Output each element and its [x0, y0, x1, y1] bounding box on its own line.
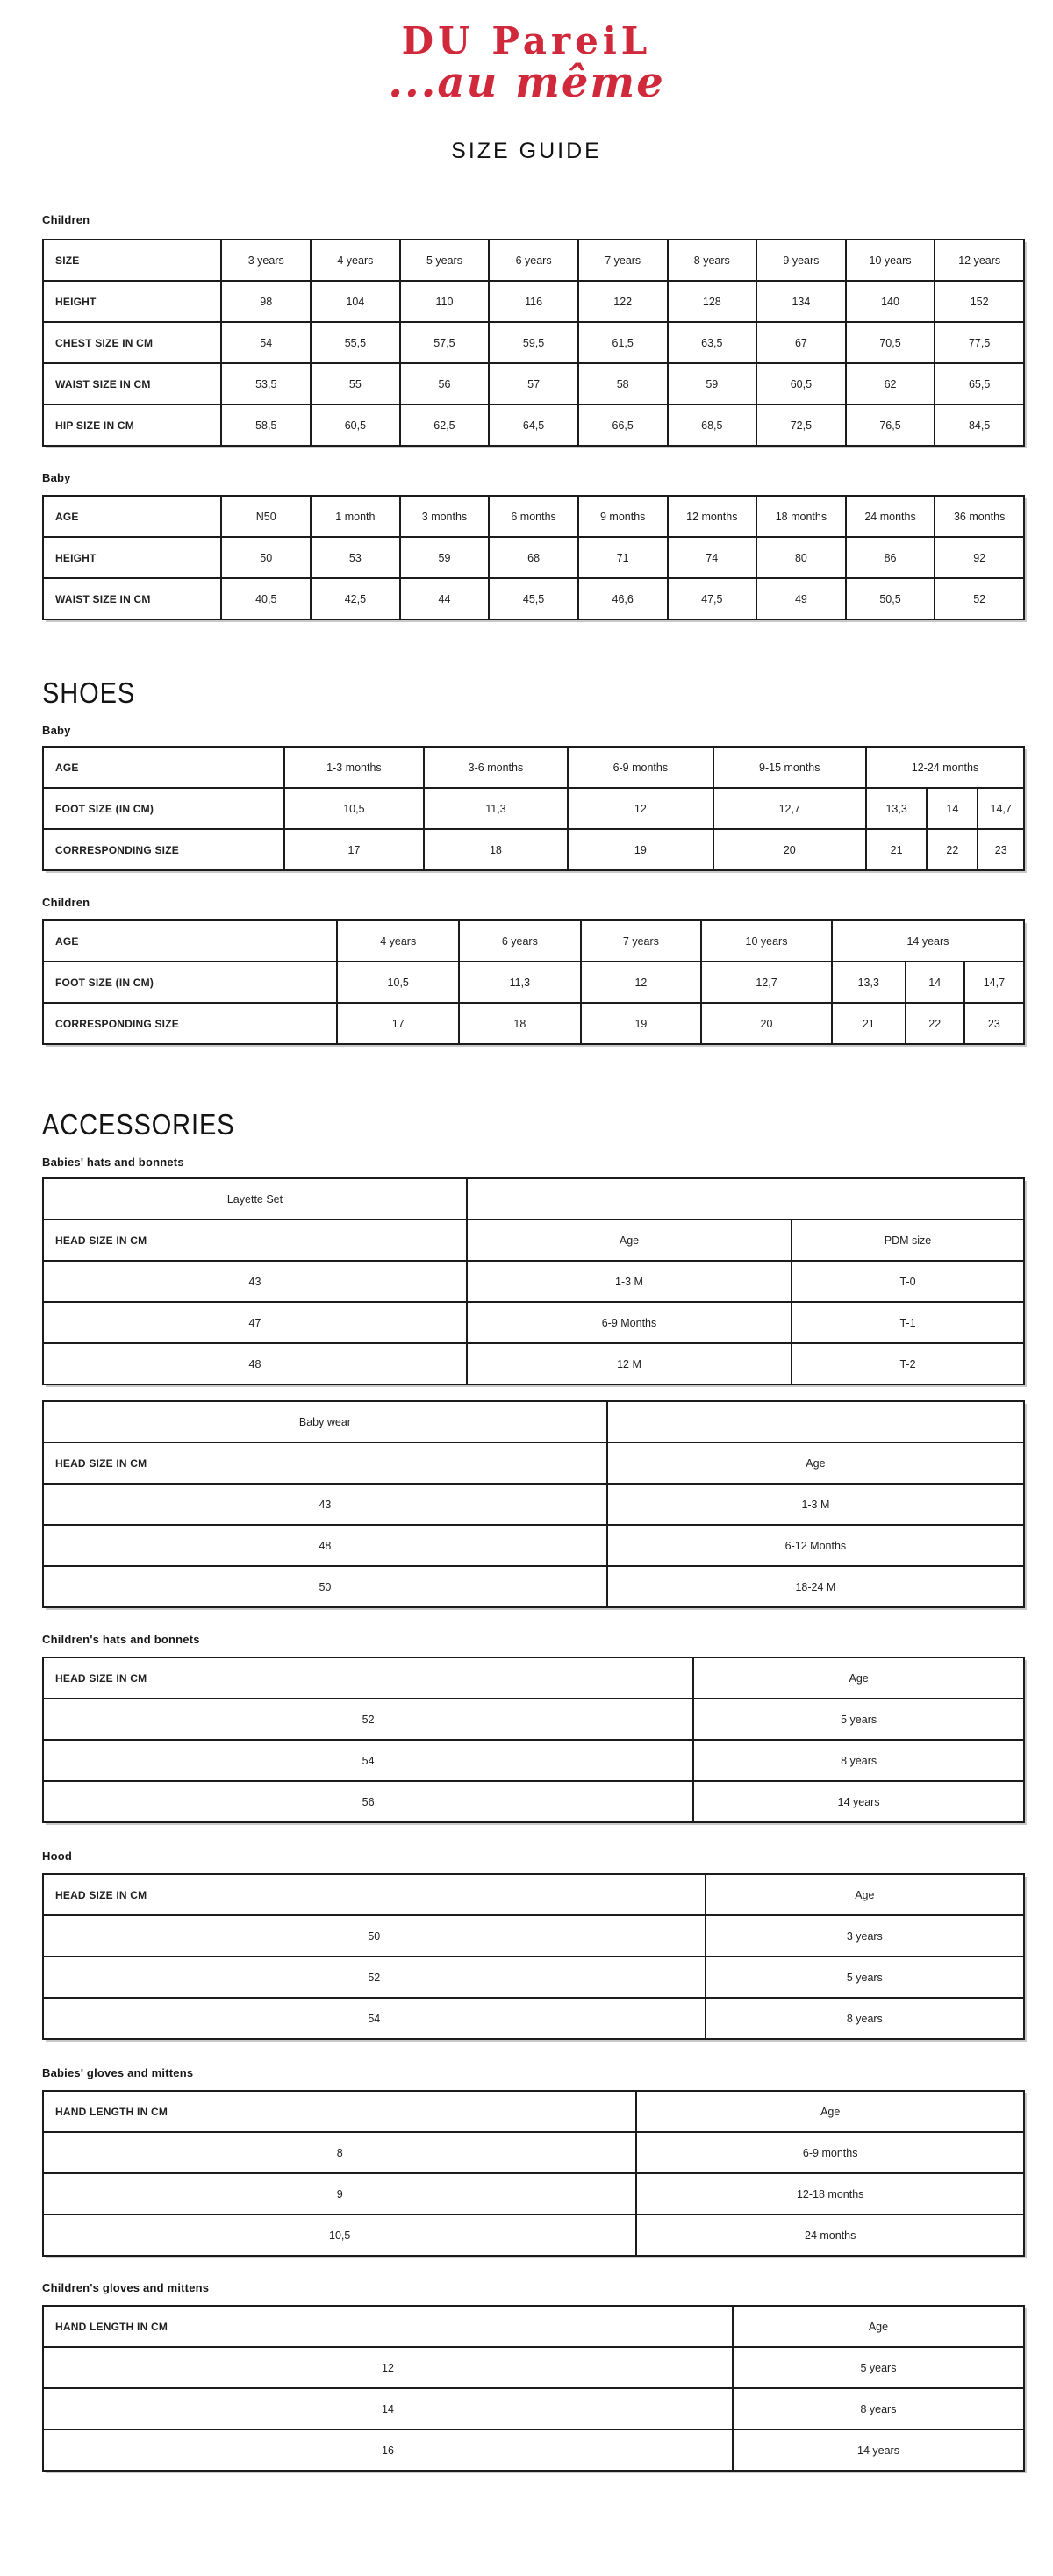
label-hood: Hood	[42, 1850, 73, 1863]
table-row	[43, 1343, 1024, 1385]
value-cell: 122	[578, 281, 668, 322]
value-cell: 3 years	[221, 240, 311, 281]
label-children-hats: Children's hats and bonnets	[42, 1633, 200, 1646]
value-cell: 6-12 Months	[607, 1525, 1024, 1566]
value-cell: 56	[400, 363, 490, 404]
value-cell: 12,7	[713, 788, 866, 829]
value-cell: 24 months	[636, 2215, 1024, 2256]
value-cell: 77,5	[935, 322, 1024, 363]
value-cell: 60,5	[311, 404, 400, 446]
row-header-cell: FOOT SIZE (IN CM)	[43, 962, 337, 1003]
value-cell: 11,3	[424, 788, 568, 829]
children-sizes-table	[42, 239, 1025, 447]
value-cell: 18 months	[756, 496, 846, 537]
value-cell: 128	[668, 281, 757, 322]
value-cell: 65,5	[935, 363, 1024, 404]
value-cell: Age	[467, 1220, 792, 1261]
value-cell: PDM size	[792, 1220, 1024, 1261]
row-header-cell: AGE	[43, 496, 221, 537]
value-cell: 134	[756, 281, 846, 322]
value-cell: 59	[668, 363, 757, 404]
value-cell: 14	[43, 2388, 733, 2429]
value-cell: 7 years	[578, 240, 668, 281]
value-cell: 68,5	[668, 404, 757, 446]
value-cell: 1-3 M	[467, 1261, 792, 1302]
children-hats-table	[42, 1657, 1025, 1823]
table-row	[43, 1657, 1024, 1699]
value-cell: 9	[43, 2173, 636, 2215]
value-cell	[607, 1401, 1024, 1442]
label-shoes-baby: Baby	[42, 724, 71, 737]
row-header-cell: HEAD SIZE IN CM	[43, 1874, 706, 1915]
value-cell: 10 years	[846, 240, 935, 281]
table-row	[43, 1566, 1024, 1607]
value-cell: 12	[581, 962, 702, 1003]
value-cell: 1-3 months	[284, 747, 424, 788]
value-cell: 14	[927, 788, 978, 829]
value-cell: 19	[581, 1003, 702, 1044]
table-row	[43, 1220, 1024, 1261]
table-row	[43, 1442, 1024, 1484]
value-cell: 62	[846, 363, 935, 404]
value-cell: Age	[733, 2306, 1024, 2347]
value-cell: 12	[568, 788, 713, 829]
label-babies-hats: Babies' hats and bonnets	[42, 1156, 184, 1169]
value-cell: T-1	[792, 1302, 1024, 1343]
value-cell: 22	[927, 829, 978, 870]
value-cell: 18	[424, 829, 568, 870]
table-row	[43, 2132, 1024, 2173]
baby-sizes-table	[42, 495, 1025, 620]
table-row	[43, 537, 1024, 578]
value-cell: 98	[221, 281, 311, 322]
table-row	[43, 962, 1024, 1003]
value-cell: 10,5	[337, 962, 459, 1003]
table-row	[43, 363, 1024, 404]
brand-logo-line2: ...au même	[388, 58, 665, 107]
value-cell: Age	[607, 1442, 1024, 1484]
hood-table	[42, 1873, 1025, 2040]
value-cell: N50	[221, 496, 311, 537]
row-header-cell: HEAD SIZE IN CM	[43, 1657, 693, 1699]
table-row	[43, 1998, 1024, 2039]
value-cell: 5 years	[733, 2347, 1024, 2388]
section-heading-shoes: SHOES	[42, 676, 136, 709]
table-row	[43, 788, 1024, 829]
value-cell: 12	[43, 2347, 733, 2388]
value-cell: 48	[43, 1525, 607, 1566]
value-cell: 10,5	[43, 2215, 636, 2256]
table-row	[43, 2091, 1024, 2132]
value-cell: 52	[935, 578, 1024, 619]
value-cell: 14 years	[832, 920, 1024, 962]
table-row	[43, 1003, 1024, 1044]
row-header-cell: HEIGHT	[43, 537, 221, 578]
value-cell: 50,5	[846, 578, 935, 619]
label-clothing-children: Children	[42, 213, 90, 226]
value-cell: 36 months	[935, 496, 1024, 537]
value-cell: 60,5	[756, 363, 846, 404]
value-cell: Age	[636, 2091, 1024, 2132]
value-cell: 54	[43, 1740, 693, 1781]
value-cell: 68	[489, 537, 578, 578]
value-cell: 92	[935, 537, 1024, 578]
value-cell: 53,5	[221, 363, 311, 404]
table-row	[43, 829, 1024, 870]
value-cell: 40,5	[221, 578, 311, 619]
row-header-cell: HAND LENGTH IN CM	[43, 2306, 733, 2347]
value-cell: Age	[706, 1874, 1024, 1915]
row-header-cell: HIP SIZE IN CM	[43, 404, 221, 446]
value-cell: 44	[400, 578, 490, 619]
value-cell: 80	[756, 537, 846, 578]
value-cell: 74	[668, 537, 757, 578]
table-row	[43, 404, 1024, 446]
value-cell	[467, 1178, 1024, 1220]
value-cell: 13,3	[832, 962, 906, 1003]
table-row	[43, 1957, 1024, 1998]
value-cell: 63,5	[668, 322, 757, 363]
value-cell: 70,5	[846, 322, 935, 363]
table-row	[43, 1484, 1024, 1525]
value-cell: Baby wear	[43, 1401, 607, 1442]
brand-header	[0, 0, 1053, 164]
value-cell: 13,3	[866, 788, 927, 829]
value-cell: 18-24 M	[607, 1566, 1024, 1607]
value-cell: 48	[43, 1343, 467, 1385]
table-row	[43, 281, 1024, 322]
table-row	[43, 1178, 1024, 1220]
value-cell: 42,5	[311, 578, 400, 619]
value-cell: 10 years	[701, 920, 832, 962]
value-cell: 57	[489, 363, 578, 404]
table-row	[43, 1525, 1024, 1566]
row-header-cell: CHEST SIZE IN CM	[43, 322, 221, 363]
value-cell: 6-9 Months	[467, 1302, 792, 1343]
value-cell: 84,5	[935, 404, 1024, 446]
value-cell: 14 years	[733, 2429, 1024, 2471]
value-cell: 17	[284, 829, 424, 870]
value-cell: 14	[906, 962, 964, 1003]
value-cell: 54	[43, 1998, 706, 2039]
value-cell: 9 years	[756, 240, 846, 281]
table-row	[43, 2429, 1024, 2471]
value-cell: T-0	[792, 1261, 1024, 1302]
value-cell: 8 years	[693, 1740, 1024, 1781]
table-row	[43, 1874, 1024, 1915]
value-cell: 6 years	[459, 920, 581, 962]
value-cell: T-2	[792, 1343, 1024, 1385]
value-cell: 18	[459, 1003, 581, 1044]
value-cell: 20	[701, 1003, 832, 1044]
label-children-gloves: Children's gloves and mittens	[42, 2281, 210, 2294]
table-row	[43, 747, 1024, 788]
row-header-cell: HEAD SIZE IN CM	[43, 1220, 467, 1261]
value-cell: Layette Set	[43, 1178, 467, 1220]
value-cell: 46,6	[578, 578, 668, 619]
value-cell: 5 years	[400, 240, 490, 281]
value-cell: 62,5	[400, 404, 490, 446]
value-cell: 54	[221, 322, 311, 363]
value-cell: 6 months	[489, 496, 578, 537]
value-cell: 8 years	[733, 2388, 1024, 2429]
table-row	[43, 322, 1024, 363]
value-cell: 12 M	[467, 1343, 792, 1385]
table-row	[43, 1401, 1024, 1442]
value-cell: 61,5	[578, 322, 668, 363]
value-cell: 7 years	[581, 920, 702, 962]
baby-wear-table	[42, 1400, 1025, 1608]
value-cell: 21	[832, 1003, 906, 1044]
value-cell: 86	[846, 537, 935, 578]
value-cell: 47,5	[668, 578, 757, 619]
value-cell: 9 months	[578, 496, 668, 537]
value-cell: 56	[43, 1781, 693, 1822]
row-header-cell: CORRESPONDING SIZE	[43, 1003, 337, 1044]
value-cell: 140	[846, 281, 935, 322]
value-cell: 24 months	[846, 496, 935, 537]
row-header-cell: HAND LENGTH IN CM	[43, 2091, 636, 2132]
value-cell: 43	[43, 1261, 467, 1302]
table-row	[43, 496, 1024, 537]
table-row	[43, 1261, 1024, 1302]
row-header-cell: SIZE	[43, 240, 221, 281]
table-row	[43, 1302, 1024, 1343]
row-header-cell: HEAD SIZE IN CM	[43, 1442, 607, 1484]
value-cell: 22	[906, 1003, 964, 1044]
table-row	[43, 578, 1024, 619]
value-cell: 9-15 months	[713, 747, 866, 788]
value-cell: 12 months	[668, 496, 757, 537]
value-cell: 1 month	[311, 496, 400, 537]
value-cell: 11,3	[459, 962, 581, 1003]
row-header-cell: FOOT SIZE (IN CM)	[43, 788, 284, 829]
children-gloves-table	[42, 2305, 1025, 2472]
value-cell: 16	[43, 2429, 733, 2471]
value-cell: 67	[756, 322, 846, 363]
value-cell: 6 years	[489, 240, 578, 281]
value-cell: 12 years	[935, 240, 1024, 281]
value-cell: 3 months	[400, 496, 490, 537]
value-cell: 10,5	[284, 788, 424, 829]
value-cell: 76,5	[846, 404, 935, 446]
value-cell: 14 years	[693, 1781, 1024, 1822]
value-cell: 52	[43, 1957, 706, 1998]
value-cell: 14,7	[964, 962, 1024, 1003]
value-cell: 71	[578, 537, 668, 578]
value-cell: 58	[578, 363, 668, 404]
table-row	[43, 2306, 1024, 2347]
row-header-cell: HEIGHT	[43, 281, 221, 322]
label-babies-gloves: Babies' gloves and mittens	[42, 2066, 194, 2079]
value-cell: 50	[221, 537, 311, 578]
value-cell: 110	[400, 281, 490, 322]
table-row	[43, 2388, 1024, 2429]
value-cell: 72,5	[756, 404, 846, 446]
value-cell: 23	[964, 1003, 1024, 1044]
label-clothing-baby: Baby	[42, 471, 71, 484]
layette-set-table	[42, 1177, 1025, 1385]
table-row	[43, 2347, 1024, 2388]
value-cell: 104	[311, 281, 400, 322]
value-cell: 66,5	[578, 404, 668, 446]
row-header-cell: WAIST SIZE IN CM	[43, 578, 221, 619]
row-header-cell: AGE	[43, 747, 284, 788]
page-title: SIZE GUIDE	[451, 139, 602, 163]
value-cell: 59	[400, 537, 490, 578]
value-cell: 47	[43, 1302, 467, 1343]
value-cell: 5 years	[693, 1699, 1024, 1740]
value-cell: 17	[337, 1003, 459, 1044]
table-row	[43, 1699, 1024, 1740]
table-row	[43, 240, 1024, 281]
value-cell: 49	[756, 578, 846, 619]
value-cell: 64,5	[489, 404, 578, 446]
row-header-cell: AGE	[43, 920, 337, 962]
value-cell: 52	[43, 1699, 693, 1740]
value-cell: 50	[43, 1566, 607, 1607]
value-cell: 14,7	[978, 788, 1024, 829]
value-cell: 152	[935, 281, 1024, 322]
table-row	[43, 1781, 1024, 1822]
value-cell: 3 years	[706, 1915, 1024, 1957]
size-guide-content	[42, 213, 1025, 2507]
brand-logo	[0, 19, 1053, 107]
value-cell: 21	[866, 829, 927, 870]
value-cell: 8 years	[668, 240, 757, 281]
value-cell: 4 years	[311, 240, 400, 281]
value-cell: 57,5	[400, 322, 490, 363]
table-row	[43, 2173, 1024, 2215]
value-cell: 50	[43, 1915, 706, 1957]
value-cell: 116	[489, 281, 578, 322]
value-cell: 55,5	[311, 322, 400, 363]
value-cell: 53	[311, 537, 400, 578]
value-cell: 19	[568, 829, 713, 870]
value-cell: 12-24 months	[866, 747, 1024, 788]
value-cell: 55	[311, 363, 400, 404]
row-header-cell: CORRESPONDING SIZE	[43, 829, 284, 870]
table-row	[43, 1740, 1024, 1781]
value-cell: 8 years	[706, 1998, 1024, 2039]
table-row	[43, 920, 1024, 962]
value-cell: 6-9 months	[636, 2132, 1024, 2173]
value-cell: 3-6 months	[424, 747, 568, 788]
value-cell: 5 years	[706, 1957, 1024, 1998]
value-cell: 45,5	[489, 578, 578, 619]
table-row	[43, 1915, 1024, 1957]
value-cell: 23	[978, 829, 1024, 870]
value-cell: 20	[713, 829, 866, 870]
value-cell: 43	[43, 1484, 607, 1525]
label-shoes-children: Children	[42, 896, 90, 909]
value-cell: 1-3 M	[607, 1484, 1024, 1525]
section-heading-accessories: ACCESSORIES	[42, 1108, 235, 1141]
babies-gloves-table	[42, 2090, 1025, 2257]
shoes-baby-table	[42, 746, 1025, 871]
value-cell: 6-9 months	[568, 747, 713, 788]
value-cell: 8	[43, 2132, 636, 2173]
brand-logo-line1: DU PareiL	[401, 19, 652, 62]
value-cell: Age	[693, 1657, 1024, 1699]
value-cell: 59,5	[489, 322, 578, 363]
value-cell: 58,5	[221, 404, 311, 446]
row-header-cell: WAIST SIZE IN CM	[43, 363, 221, 404]
shoes-children-table	[42, 919, 1025, 1045]
value-cell: 12-18 months	[636, 2173, 1024, 2215]
value-cell: 12,7	[701, 962, 832, 1003]
value-cell: 4 years	[337, 920, 459, 962]
table-row	[43, 2215, 1024, 2256]
